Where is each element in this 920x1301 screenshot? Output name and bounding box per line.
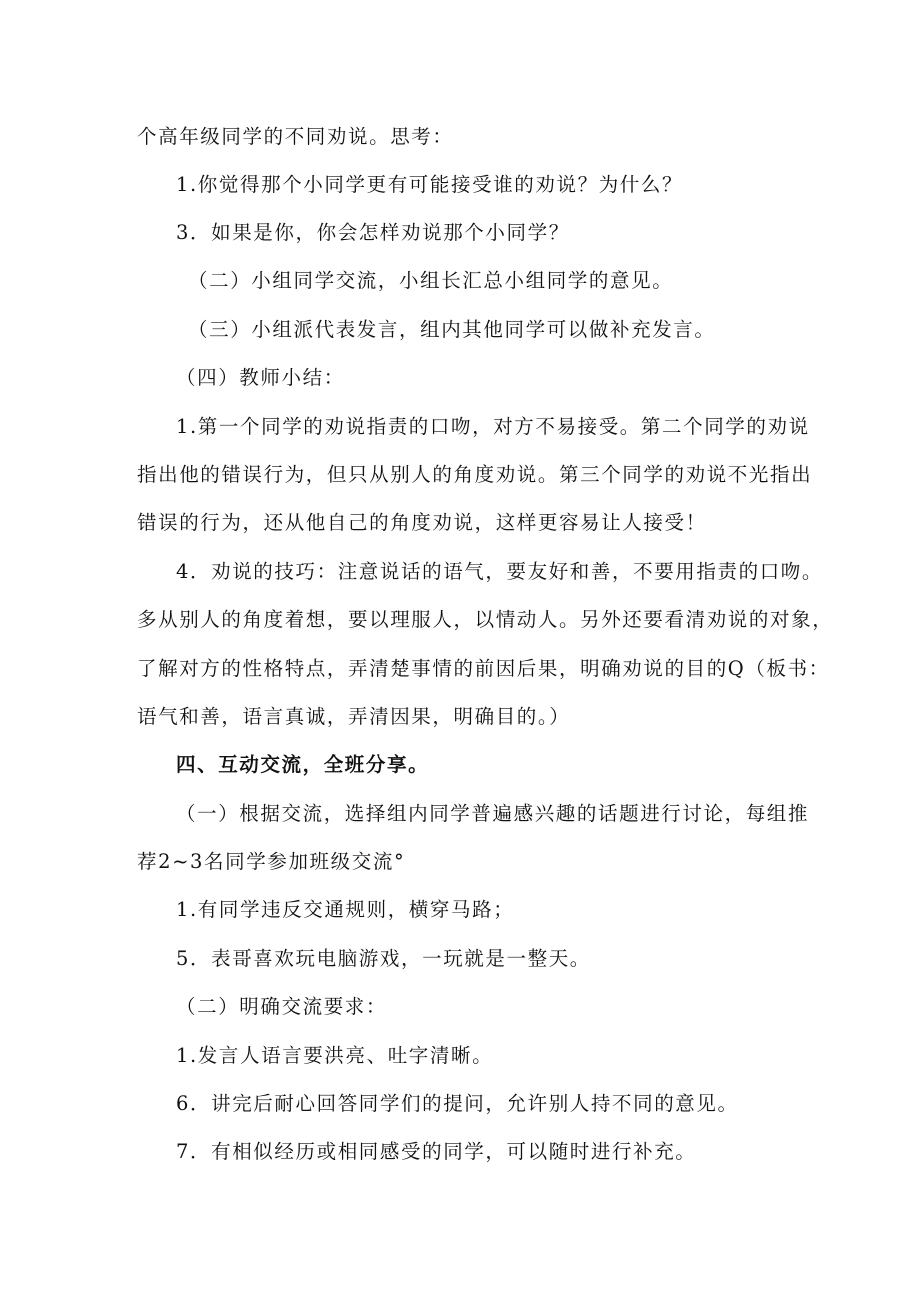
text-line: 5．表哥喜欢玩电脑游戏，一玩就是一整天。 [176,947,591,970]
text-line: 个高年级同学的不同劝说。思考： [137,125,454,148]
text-line: 1.第一个同学的劝说指责的口吻，对方不易接受。第二个同学的劝说 [176,415,810,438]
text-line: 多从别人的角度着想，要以理服人，以情动人。另外还要看清劝说的对象， [137,608,834,631]
text-line: 4．劝说的技巧：注意说话的语气，要友好和善，不要用指责的口吻。 [176,560,824,583]
text-line: （一）根据交流，选择组内同学普遍感兴趣的话题进行讨论，每组推 [176,802,810,825]
text-line: 1.发言人语言要洪亮、吐字清晰。 [176,1044,494,1067]
text-line: 1.有同学违反交通规则，横穿马路； [176,898,515,921]
text-line: （二）小组同学交流，小组长汇总小组同学的意见。 [188,269,674,292]
text-line: （三）小组派代表发言，组内其他同学可以做补充发言。 [188,318,716,341]
text-line: 3．如果是你，你会怎样劝说那个小同学？ [176,221,570,244]
text-line: 6．讲完后耐心回答同学们的提问，允许别人持不同的意见。 [176,1092,739,1115]
text-line: （二）明确交流要求： [176,995,388,1018]
text-line: 指出他的错误行为，但只从别人的角度劝说。第三个同学的劝说不光指出 [137,463,813,486]
text-line: 7．有相似经历或相同感受的同学，可以随时进行补充。 [176,1140,697,1163]
text-line: 了解对方的性格特点，弄清楚事情的前因后果，明确劝说的目的Q（板书： [137,657,830,680]
text-line: 语气和善，语言真诚，弄清因果，明确目的。） [137,705,571,728]
text-line: （四）教师小结： [176,366,345,389]
text-line: 荐2~3名同学参加班级交流° [137,850,406,873]
section-heading: 四、互动交流，全班分享。 [176,753,430,776]
text-line: 1.你觉得那个小同学更有可能接受谁的劝说？为什么？ [176,173,684,196]
text-line: 错误的行为，还从他自己的角度劝说，这样更容易让人接受！ [137,511,707,534]
